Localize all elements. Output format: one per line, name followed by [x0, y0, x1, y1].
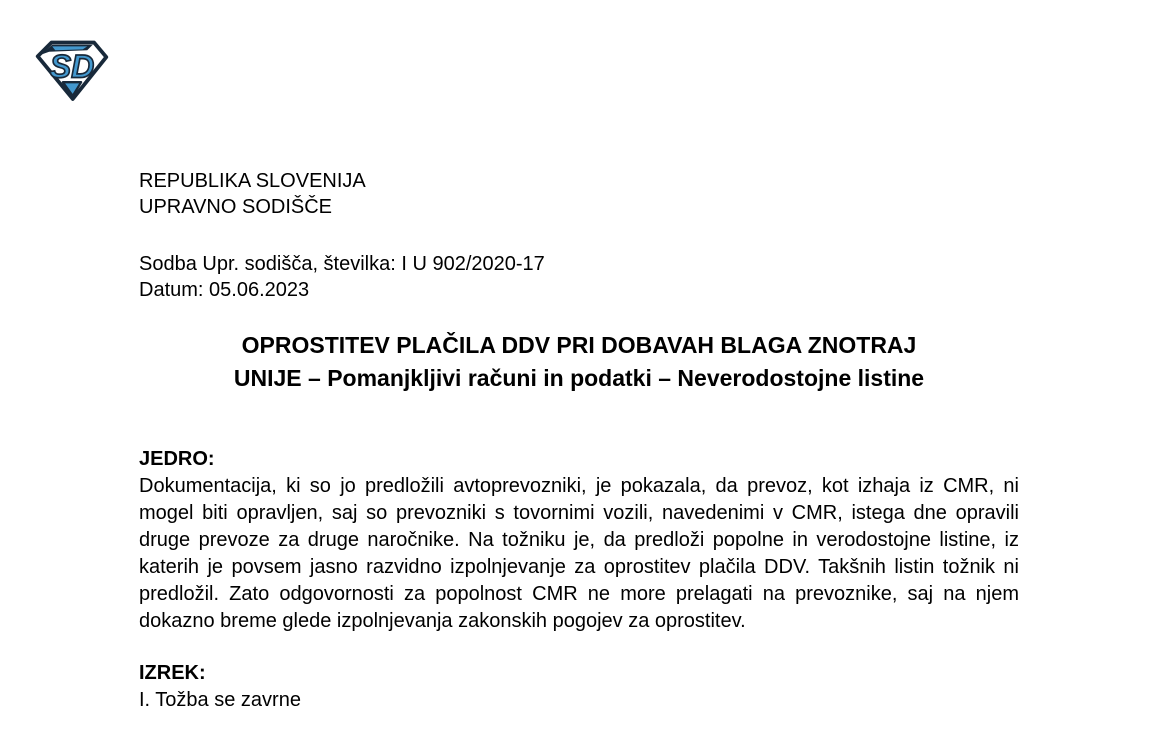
document-title-line-1: OPROSTITEV PLAČILA DDV PRI DOBAVAH BLAGA ZNOTRAJ — [241, 332, 917, 358]
issuing-authority — [139, 168, 1019, 220]
country-name: REPUBLIKA SLOVENIJA — [139, 170, 366, 192]
izrek-label: IZREK: — [139, 662, 206, 684]
document-title — [139, 329, 1019, 395]
svg-text:SD: SD — [49, 48, 95, 85]
sd-diamond-logo-icon — [33, 38, 111, 102]
date-line: Datum: 05.06.2023 — [139, 279, 310, 301]
jedro-text: Dokumentacija, ki so jo predložili avtoprevozniki, je pokazala, da prevoz, kot izhaja iz CMR, ni mogel biti opravljen, saj so prevozniki s tovornimi vozili, navedenimi v CMR, istega dne opravili druge prevoze za druge naročnike. Na tožniku je, da predloži popolne in verodostojne listine, iz katerih je povsem jasno razvidno izpolnjevanje za oprostitev plačila DDV. Takšnih listin tožnik ni predložil. Zato odgovornosti za popolnost CMR ne more prelagati na prevoznike, saj na njem dokazno breme glede izpolnjevanja zakonskih pogojev za oprostitev. — [139, 475, 1019, 632]
izrek-section — [139, 660, 1019, 714]
document-content — [139, 168, 1019, 714]
jedro-section — [139, 446, 1019, 635]
document-title-line-2: UNIJE – Pomanjkljivi računi in podatki – Neverodostojne listine — [233, 365, 925, 391]
case-number-line: Sodba Upr. sodišča, številka: I U 902/2020-17 — [139, 253, 545, 275]
jedro-label: JEDRO: — [139, 448, 215, 470]
case-info — [139, 251, 1019, 303]
sd-diamond-logo — [33, 38, 111, 102]
court-name: UPRAVNO SODIŠČE — [139, 196, 332, 218]
izrek-text: I. Tožba se zavrne — [139, 689, 301, 711]
